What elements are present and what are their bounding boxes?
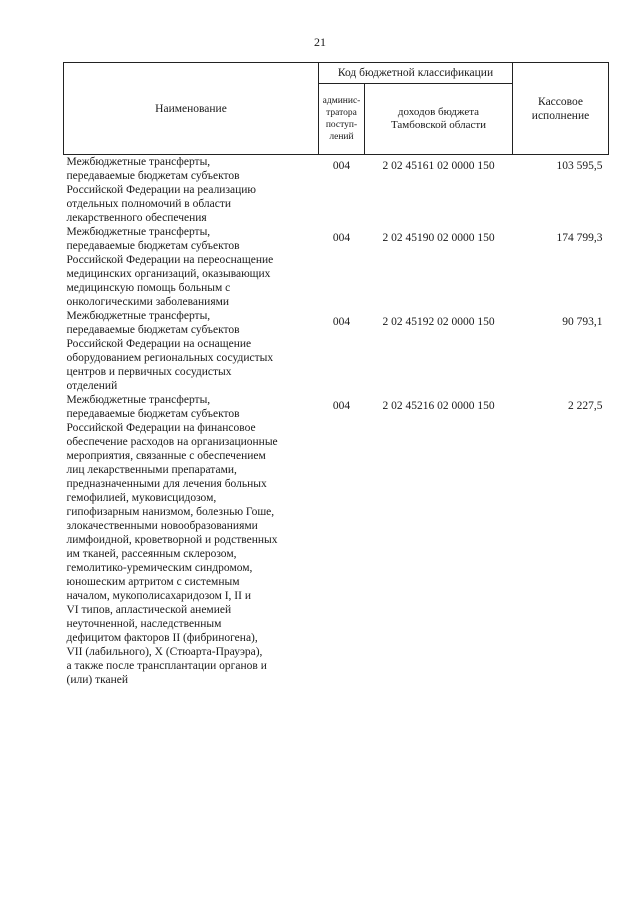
header-income-code [365, 84, 513, 155]
row-name-line: медицинскую помощь больным с [66, 282, 231, 294]
row-name-line: центров и первичных сосудистых [66, 366, 232, 378]
row-amount: 174 799,3 [556, 232, 603, 244]
row-name-line: дефицитом факторов II (фибриногена), [66, 632, 258, 644]
header-name: Наименование [64, 63, 319, 155]
row-name-line: им тканей, рассеянным склерозом, [66, 548, 237, 560]
header-admin-line: лений [329, 132, 354, 142]
row-name-line: оборудованием региональных сосудистых [66, 352, 274, 364]
row-name-line: мероприятия, связанные с обеспечением [66, 450, 266, 462]
header-admin-line: админис- [322, 96, 361, 106]
row-name-line: Российской Федерации на финансовое [66, 422, 256, 434]
row-name-line: гемолитико-уремическим синдромом, [66, 562, 253, 574]
budget-table [63, 62, 609, 687]
row-admin-code: 004 [332, 400, 351, 412]
row-admin-code: 004 [332, 316, 351, 328]
header-administrator [319, 84, 365, 155]
header-code-group: Код бюджетной классификации [319, 63, 513, 84]
row-name-line: Межбюджетные трансферты, [66, 394, 211, 406]
row-name-line: началом, мукополисахаридозом I, II и [66, 590, 251, 602]
header-admin-line: тратора [326, 108, 357, 118]
row-name-line: лимфоидной, кроветворной и родственных [66, 534, 278, 546]
row-name-line: Межбюджетные трансферты, [66, 156, 211, 168]
row-name-line: медицинских организаций, оказывающих [66, 268, 271, 280]
row-name-line: а также после трансплантации органов и [66, 660, 267, 672]
row-name [64, 225, 319, 309]
header-admin-line: поступ- [325, 120, 358, 130]
row-admin-code: 004 [332, 232, 351, 244]
row-income-code: 2 02 45190 02 0000 150 [382, 232, 495, 244]
row-name-line: предназначенными для лечения больных [66, 478, 267, 490]
row-name-line: передаваемые бюджетам субъектов [66, 240, 240, 252]
header-cash-line: исполнение [531, 109, 590, 122]
page-number: 21 [314, 35, 326, 49]
row-name-line: VI типов, апластической анемией [66, 604, 232, 616]
header-income-line: доходов бюджета [397, 106, 480, 118]
row-name-line: онкологическими заболеваниями [66, 296, 230, 308]
row-name-line: отдельных полномочий в области [66, 198, 232, 210]
row-name-line: лекарственного обеспечения [66, 212, 207, 224]
row-admin-code: 004 [332, 160, 351, 172]
row-name-line: злокачественными новообразованиями [66, 520, 258, 532]
row-name [64, 155, 319, 226]
row-name-line: передаваемые бюджетам субъектов [66, 170, 240, 182]
row-name-line: лиц лекарственными препаратами, [66, 464, 237, 476]
table-row [64, 393, 609, 687]
row-name [64, 309, 319, 393]
row-amount: 90 793,1 [562, 316, 603, 328]
row-name-line: Межбюджетные трансферты, [66, 310, 211, 322]
row-name-line: гипофизарным нанизмом, болезнью Гоше, [66, 506, 275, 518]
row-income-code: 2 02 45192 02 0000 150 [382, 316, 495, 328]
row-name-line: Российской Федерации на оснащение [66, 338, 252, 350]
row-name-line: обеспечение расходов на организационные [66, 436, 278, 448]
row-name-line: юношеским артритом с системным [66, 576, 240, 588]
row-name-line: передаваемые бюджетам субъектов [66, 408, 240, 420]
table-row [64, 155, 609, 226]
header-income-line: Тамбовской области [390, 119, 487, 131]
row-name-line: Российской Федерации на реализацию [66, 184, 257, 196]
row-name-line: неуточненной, наследственным [66, 618, 222, 630]
row-name-line: передаваемые бюджетам субъектов [66, 324, 240, 336]
header-cash-execution [513, 63, 609, 155]
row-income-code: 2 02 45161 02 0000 150 [382, 160, 495, 172]
table-row [64, 309, 609, 393]
row-name-line: отделений [66, 380, 118, 392]
row-name-line: (или) тканей [66, 674, 129, 686]
header-cash-line: Кассовое [538, 95, 583, 108]
row-amount: 2 227,5 [568, 400, 603, 412]
row-name [64, 393, 319, 687]
row-name-line: гемофилией, муковисцидозом, [66, 492, 217, 504]
row-amount: 103 595,5 [556, 160, 603, 172]
row-name-line: Межбюджетные трансферты, [66, 226, 211, 238]
row-name-line: VII (лабильного), X (Стюарта-Прауэра), [66, 646, 263, 658]
table-row [64, 225, 609, 309]
row-name-line: Российской Федерации на переоснащение [66, 254, 274, 266]
row-income-code: 2 02 45216 02 0000 150 [382, 400, 495, 412]
